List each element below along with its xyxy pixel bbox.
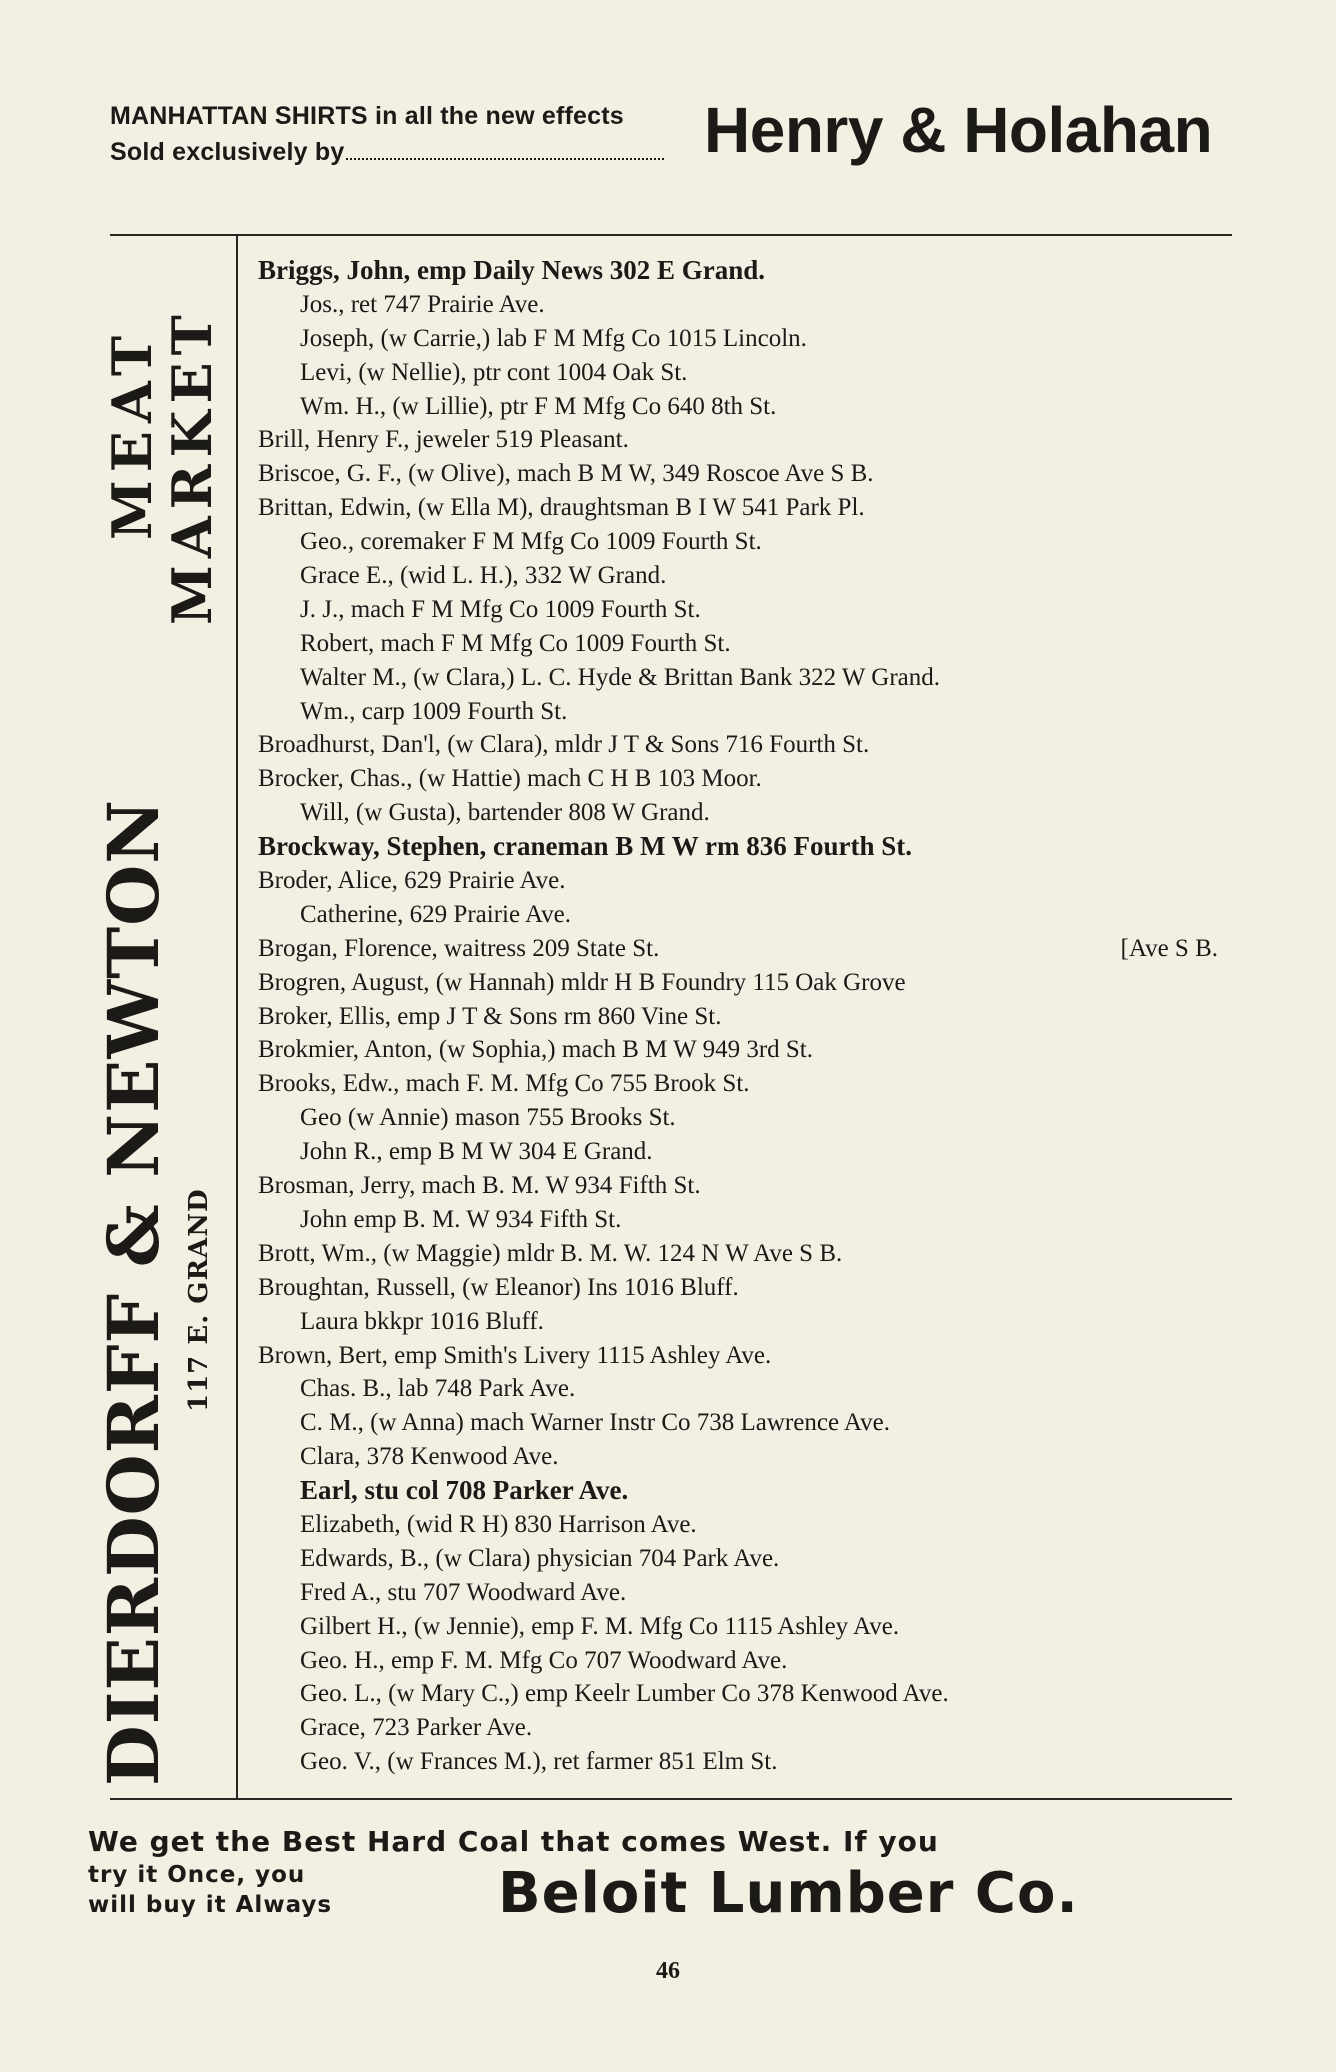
bottom-ad-line3: will buy it Always <box>88 1892 333 1918</box>
directory-entry <box>258 966 1248 1000</box>
directory-entry <box>258 322 1248 356</box>
directory-entry <box>258 1508 1248 1542</box>
side-ad-firm: DIERDORFF & NEWTON <box>92 798 175 1786</box>
directory-entry <box>258 1135 1248 1169</box>
entry-text: Brown, Bert, emp Smith's Livery 1115 Ashley Ave. <box>258 1341 772 1369</box>
directory-entry <box>258 1474 1248 1508</box>
entry-text: Robert, mach F M Mfg Co 1009 Fourth St. <box>300 629 731 657</box>
entry-text: Briggs, John, emp Daily News 302 E Grand. <box>258 255 766 285</box>
directory-entry <box>258 661 1248 695</box>
entry-text: Brittan, Edwin, (w Ella M), draughtsman B I W 541 Park Pl. <box>258 494 865 522</box>
bottom-ad-line1: We get the Best Hard Coal that comes West. If you <box>88 1825 939 1858</box>
side-divider <box>236 236 238 1798</box>
entry-text: Levi, (w Nellie), ptr cont 1004 Oak St. <box>300 358 688 386</box>
bottom-ad-brand: Beloit Lumber Co. <box>498 1861 1079 1926</box>
entry-text: Wm. H., (w Lillie), ptr F M Mfg Co 640 8th St. <box>300 392 777 420</box>
leader-dots <box>346 136 664 160</box>
directory-entry <box>258 1169 1248 1203</box>
entry-text: Geo. L., (w Mary C.,) emp Keelr Lumber Co 378 Kenwood Ave. <box>300 1680 949 1708</box>
directory-entry <box>258 593 1248 627</box>
bottom-advertisement <box>88 1822 1238 1932</box>
entry-text: Clara, 378 Kenwood Ave. <box>300 1443 559 1471</box>
entry-text: Briscoe, G. F., (w Olive), mach B M W, 349 Roscoe Ave S B. <box>258 460 874 488</box>
top-ad-line1: MANHATTAN SHIRTS in all the new effects <box>110 102 624 130</box>
entry-text: Brosman, Jerry, mach B. M. W 934 Fifth St. <box>258 1172 701 1200</box>
directory-entry <box>258 796 1248 830</box>
top-divider <box>110 234 1232 236</box>
directory-entry <box>258 627 1248 661</box>
directory-entry <box>258 1711 1248 1745</box>
entry-text: John R., emp B M W 304 E Grand. <box>300 1138 653 1166</box>
directory-entry <box>258 1067 1248 1101</box>
directory-entry <box>258 288 1248 322</box>
directory-entry <box>258 559 1248 593</box>
top-ad-brand: Henry & Holahan <box>704 94 1213 166</box>
bottom-divider <box>110 1798 1232 1800</box>
entry-text: Will, (w Gusta), bartender 808 W Grand. <box>300 799 710 827</box>
entry-text: Chas. B., lab 748 Park Ave. <box>300 1375 576 1403</box>
entry-text: C. M., (w Anna) mach Warner Instr Co 738 Lawrence Ave. <box>300 1409 890 1437</box>
directory-entry <box>258 1644 1248 1678</box>
directory-entry <box>258 1237 1248 1271</box>
directory-entry <box>258 457 1248 491</box>
entry-text: Catherine, 629 Prairie Ave. <box>300 900 571 928</box>
entry-text: Fred A., stu 707 Woodward Ave. <box>300 1578 627 1606</box>
entry-text: Brockway, Stephen, craneman B M W rm 836 Fourth St. <box>258 831 913 862</box>
entry-text: Grace, 723 Parker Ave. <box>300 1714 533 1742</box>
directory-entry <box>258 356 1248 390</box>
entry-text: Joseph, (w Carrie,) lab F M Mfg Co 1015 Lincoln. <box>300 324 807 352</box>
directory-entry <box>258 1576 1248 1610</box>
entry-text: Wm., carp 1009 Fourth St. <box>300 697 568 725</box>
entry-text: Elizabeth, (wid R H) 830 Harrison Ave. <box>300 1510 697 1538</box>
directory-entry <box>258 254 1248 288</box>
directory-entry <box>258 1677 1248 1711</box>
entry-text: Geo. H., emp F. M. Mfg Co 707 Woodward Ave. <box>300 1646 788 1674</box>
top-ad-line2-wrap <box>110 134 664 170</box>
directory-entry <box>258 1305 1248 1339</box>
directory-entry <box>258 830 1248 864</box>
entry-text: J. J., mach F M Mfg Co 1009 Fourth St. <box>300 595 701 623</box>
entry-text: Brill, Henry F., jeweler 519 Pleasant. <box>258 426 629 454</box>
entry-text: Grace E., (wid L. H.), 332 W Grand. <box>300 562 667 590</box>
entry-text: Gilbert H., (w Jennie), emp F. M. Mfg Co 1115 Ashley Ave. <box>300 1612 900 1640</box>
entry-text: Brogan, Florence, waitress 209 State St. <box>258 934 660 962</box>
entry-text: Edwards, B., (w Clara) physician 704 Park Ave. <box>300 1544 780 1572</box>
directory-entry <box>258 1033 1248 1067</box>
bottom-ad-line2: try it Once, you <box>88 1862 306 1888</box>
directory-entry <box>258 390 1248 424</box>
entry-text: Broadhurst, Dan'l, (w Clara), mldr J T & Sons 716 Fourth St. <box>258 731 870 759</box>
entry-text: Jos., ret 747 Prairie Ave. <box>300 290 545 318</box>
entry-text: Broughtan, Russell, (w Eleanor) Ins 1016 Bluff. <box>258 1273 739 1301</box>
top-advertisement <box>110 92 1240 182</box>
directory-entry <box>258 1542 1248 1576</box>
directory-entry <box>258 1440 1248 1474</box>
directory-entry <box>258 762 1248 796</box>
entry-text: Broder, Alice, 629 Prairie Ave. <box>258 867 566 895</box>
page-number: 46 <box>656 1958 680 1984</box>
top-ad-tagline <box>110 98 664 170</box>
entry-text: Brokmier, Anton, (w Sophia,) mach B M W 949 3rd St. <box>258 1036 813 1064</box>
directory-entry <box>258 864 1248 898</box>
side-ad-meat: MEAT <box>100 327 164 540</box>
side-ad-market: MARKET <box>160 308 224 625</box>
entry-continuation: [Ave S B. <box>1120 934 1218 962</box>
directory-entry <box>258 1271 1248 1305</box>
entry-text: Brooks, Edw., mach F. M. Mfg Co 755 Brook St. <box>258 1070 750 1098</box>
entry-text: Geo (w Annie) mason 755 Brooks St. <box>300 1104 676 1132</box>
directory-entry <box>258 1406 1248 1440</box>
directory-entry <box>258 525 1248 559</box>
bottom-ad-slogan <box>88 1860 332 1920</box>
directory-entry <box>258 932 1248 966</box>
entry-text: Earl, stu col 708 Parker Ave. <box>300 1475 629 1506</box>
entry-text: Brocker, Chas., (w Hattie) mach C H B 103 Moor. <box>258 765 762 793</box>
entry-text: Brogren, August, (w Hannah) mldr H B Foundry 115 Oak Grove <box>258 968 906 996</box>
entry-text: Walter M., (w Clara,) L. C. Hyde & Brittan Bank 322 W Grand. <box>300 663 940 691</box>
entry-text: Geo. V., (w Frances M.), ret farmer 851 Elm St. <box>300 1748 778 1776</box>
directory-entry <box>258 898 1248 932</box>
directory-entry <box>258 695 1248 729</box>
entry-text: Geo., coremaker F M Mfg Co 1009 Fourth St. <box>300 528 762 556</box>
side-ad-address: 117 E. GRAND <box>184 1188 214 1412</box>
directory-listing <box>258 254 1248 1779</box>
directory-entry <box>258 1101 1248 1135</box>
entry-text: John emp B. M. W 934 Fifth St. <box>300 1205 622 1233</box>
directory-entry <box>258 423 1248 457</box>
directory-entry <box>258 1372 1248 1406</box>
directory-entry <box>258 1339 1248 1373</box>
directory-entry <box>258 491 1248 525</box>
directory-entry <box>258 728 1248 762</box>
entry-text: Laura bkkpr 1016 Bluff. <box>300 1307 544 1335</box>
directory-entry <box>258 1000 1248 1034</box>
entry-text: Broker, Ellis, emp J T & Sons rm 860 Vine St. <box>258 1002 722 1030</box>
directory-entry <box>258 1745 1248 1779</box>
directory-entry <box>258 1610 1248 1644</box>
top-ad-line2: Sold exclusively by <box>110 138 345 166</box>
entry-text: Brott, Wm., (w Maggie) mldr B. M. W. 124 N W Ave S B. <box>258 1239 843 1267</box>
directory-entry <box>258 1203 1248 1237</box>
